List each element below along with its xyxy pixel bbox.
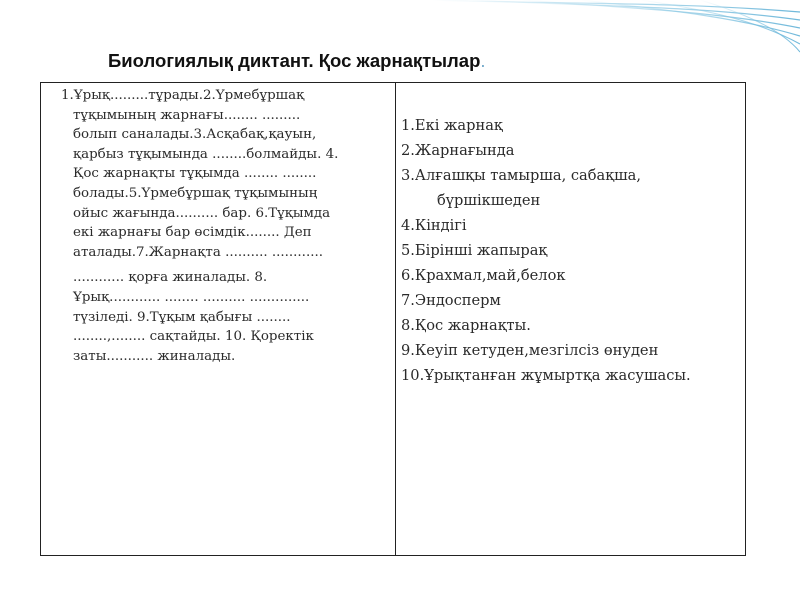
answer-item: 8.Қос жарнақты. bbox=[401, 317, 531, 334]
dictation-line: тұқымының жарнағы........ ......... bbox=[73, 107, 301, 123]
dictation-line: екі жарнағы бар өсімдік........ Деп bbox=[73, 225, 312, 241]
column-divider bbox=[395, 83, 396, 555]
answer-item-text: 3.Алғашқы тамырша, сабақша, bbox=[401, 167, 641, 184]
answer-item: 7.Эндосперм bbox=[401, 292, 501, 309]
answer-item-continuation: бүршікшеден bbox=[437, 192, 541, 209]
dictation-line: Ұрық............ ........ .......... .............. bbox=[73, 289, 310, 305]
dictation-table bbox=[40, 82, 746, 556]
answer-item: 1.Екі жарнақ bbox=[401, 117, 503, 134]
answer-item: 4.Кіндігі bbox=[401, 217, 467, 234]
answer-item: 5.Бірінші жапырақ bbox=[401, 242, 548, 259]
answer-item: 2.Жарнағында bbox=[401, 142, 515, 159]
dictation-line: түзіледі. 9.Тұқым қабығы ........ bbox=[73, 309, 291, 325]
dictation-line: ............ қорға жиналады. 8. bbox=[73, 270, 268, 286]
answers-list bbox=[401, 113, 741, 388]
dictation-line: ........,........ сақтайды. 10. Қоректік bbox=[73, 329, 314, 345]
dictation-text bbox=[55, 86, 380, 366]
dictation-line: болып саналады.3.Асқабақ,қауын, bbox=[73, 127, 317, 143]
answer-item-3 bbox=[401, 163, 741, 213]
dictation-line: Қос жарнақты тұқымда ........ ........ bbox=[73, 166, 317, 182]
dictation-line: болады.5.Үрмебұршақ тұқымының bbox=[73, 185, 318, 201]
dictation-line: аталады.7.Жарнақта .......... ............ bbox=[73, 244, 323, 260]
dictation-line: қарбыз тұқымында ........болмайды. 4. bbox=[73, 146, 339, 162]
dictation-line: ойыс жағында.......... бар. 6.Тұқымда bbox=[73, 205, 331, 221]
dictation-line: заты........... жиналады. bbox=[73, 348, 236, 364]
dictation-line: 1.Ұрық.........тұрады.2.Үрмебұршақ bbox=[61, 88, 305, 103]
page-title bbox=[108, 50, 486, 72]
answer-item: 6.Крахмал,май,белок bbox=[401, 267, 566, 284]
page-title-dot: . bbox=[480, 50, 486, 71]
answer-item: 9.Кеуіп кетуден,мезгілсіз өнуден bbox=[401, 342, 659, 359]
page-title-text: Биологиялық диктант. Қос жарнақтылар bbox=[108, 50, 481, 71]
answer-item: 10.Ұрықтанған жұмыртқа жасушасы. bbox=[401, 367, 691, 384]
